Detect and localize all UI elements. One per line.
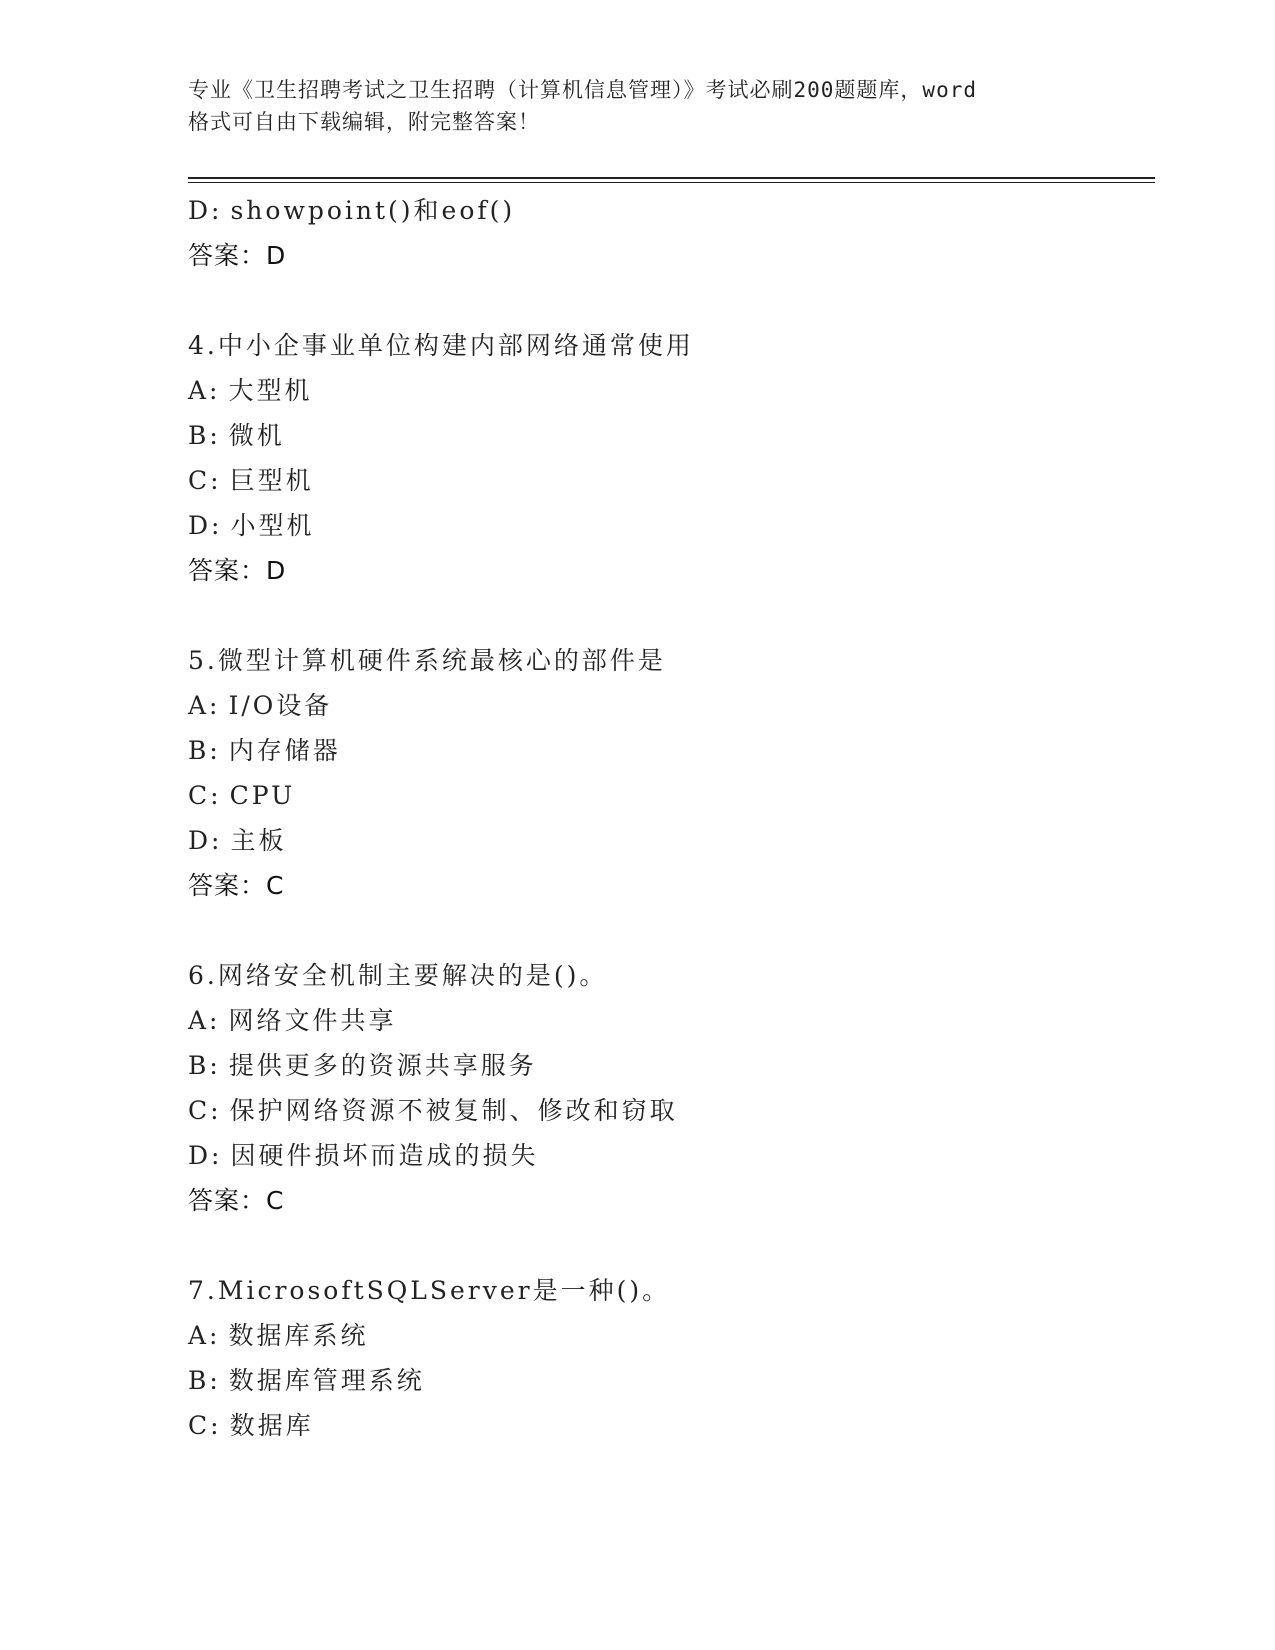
header-line-2: 格式可自由下载编辑，附完整答案！ [188,110,540,134]
option-label: B: [188,1051,221,1080]
option-label: D: [188,511,223,540]
question-title: 7.MicrosoftSQLServer是一种()。 [188,1276,671,1305]
option-label: D: [188,1141,223,1170]
header-divider-thin [188,182,1155,183]
option-text: 数据库管理系统 [228,1366,425,1395]
header-line-1: 专业《卫生招聘考试之卫生招聘（计算机信息管理）》考试必刷200题题库，word [188,78,977,102]
option-text: 数据库系统 [228,1321,369,1350]
option-label: A: [188,376,221,405]
question-title: 4.中小企事业单位构建内部网络通常使用 [188,331,694,360]
option-text: 保护网络资源不被复制、修改和窃取 [229,1096,678,1125]
question-title: 6.网络安全机制主要解决的是()。 [188,961,608,990]
option-text: 微机 [228,421,285,450]
previous-question-option-d [188,188,1148,233]
option-text: 数据库 [229,1411,314,1440]
question-block [188,638,1148,908]
option-label: D: [188,826,223,855]
option-text: 网络文件共享 [228,1006,397,1035]
option-b [188,413,1148,458]
option-text: 内存储器 [228,736,341,765]
option-label: C: [188,781,222,810]
question-block [188,953,1148,1223]
option-label: D: [188,196,223,225]
question-block [188,1268,1148,1448]
option-d [188,1133,1148,1178]
option-b [188,1358,1148,1403]
option-label: C: [188,1096,222,1125]
option-text: CPU [229,781,296,810]
question-title: 5.微型计算机硬件系统最核心的部件是 [188,646,666,675]
option-b [188,1043,1148,1088]
option-c [188,1403,1148,1448]
document-header [188,74,1088,138]
option-text: 因硬件损坏而造成的损失 [230,1141,539,1170]
option-b [188,728,1148,773]
option-a [188,1313,1148,1358]
option-label: C: [188,1411,222,1440]
option-label: A: [188,691,221,720]
header-divider [188,177,1155,179]
option-a [188,998,1148,1043]
option-d [188,503,1148,548]
question-answer: 答案：C [188,1186,285,1215]
question-answer: 答案：D [188,556,287,585]
option-text: 主板 [230,826,287,855]
option-a [188,368,1148,413]
previous-question-answer: 答案：D [188,241,287,270]
option-a [188,683,1148,728]
option-label: A: [188,1321,221,1350]
option-label: B: [188,736,221,765]
question-answer: 答案：C [188,871,285,900]
option-label: B: [188,1366,221,1395]
option-label: B: [188,421,221,450]
option-label: A: [188,1006,221,1035]
option-text: 提供更多的资源共享服务 [228,1051,537,1080]
option-label: C: [188,466,222,495]
option-c [188,1088,1148,1133]
option-text: 巨型机 [229,466,314,495]
question-block [188,323,1148,593]
option-text: showpoint()和eof() [230,196,516,225]
question-list [188,188,1148,1448]
option-text: I/O设备 [228,691,333,720]
option-d [188,818,1148,863]
option-c [188,458,1148,503]
option-text: 小型机 [230,511,315,540]
option-text: 大型机 [228,376,313,405]
option-c [188,773,1148,818]
